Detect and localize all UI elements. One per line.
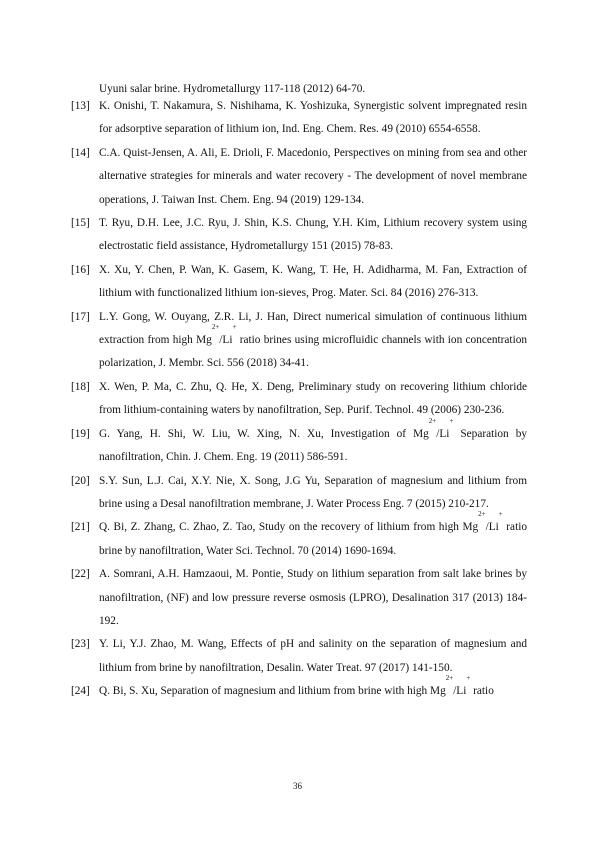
reference-number: [17] (71, 310, 90, 323)
reference-number: [20] (71, 474, 90, 487)
reference-list (71, 95, 527, 704)
reference-text-segment: ratio brine by nanofiltration, Water Sci. Technol. 70 (2014) 1690-1694. (99, 521, 527, 557)
reference-number: [21] (71, 521, 90, 534)
superscript: + (449, 416, 454, 425)
reference-item (71, 376, 527, 423)
reference-text (99, 633, 527, 683)
reference-text-segment: /Li (219, 334, 233, 347)
superscript: + (498, 510, 503, 519)
reference-text (99, 563, 527, 633)
superscript: 2+ (445, 674, 454, 683)
reference-number: [14] (71, 146, 90, 159)
superscript: 2+ (428, 416, 437, 425)
reference-item (71, 633, 527, 683)
reference-text-segment: /Li (453, 685, 467, 698)
page-number: 36 (293, 781, 302, 791)
reference-text (99, 259, 527, 306)
reference-item (71, 510, 527, 563)
reference-item (71, 470, 527, 517)
reference-text-segment: T. Ryu, D.H. Lee, J.C. Ryu, J. Shin, K.S. Chung, Y.H. Kim, Lithium recovery system using electrostatic field assistance, Hydrometallurgy 151 (2015) 78-83. (99, 217, 527, 253)
reference-text-segment: /Li (485, 521, 499, 534)
reference-text-segment: L.Y. Gong, W. Ouyang, Z.R. Li, J. Han, Direct numerical simulation of continuous lithium extraction from high Mg (99, 310, 527, 347)
reference-text-segment: X. Wen, P. Ma, C. Zhu, Q. He, X. Deng, Preliminary study on recovering lithium chloride from lithium-containing waters by nanofiltration, Sep. Purif. Technol. 49 (2006) 230-236. (99, 380, 527, 417)
reference-number: [16] (71, 263, 90, 276)
reference-text-segment: ratio (470, 685, 494, 698)
reference-number: [24] (71, 685, 90, 698)
reference-text (99, 674, 527, 703)
reference-text-segment: K. Onishi, T. Nakamura, S. Nishihama, K. Yoshizuka, Synergistic solvent impregnated resin for adsorptive separation of lithium ion, Ind. Eng. Chem. Res. 49 (2010) 6554-6558. (99, 100, 527, 136)
reference-text-segment: Q. Bi, S. Xu, Separation of magnesium and lithium from brine with high Mg (99, 685, 446, 698)
reference-number: [13] (71, 100, 90, 112)
reference-text (99, 95, 527, 142)
reference-text-segment: Separation by nanofiltration, Chin. J. Chem. Eng. 19 (2011) 586-591. (99, 427, 527, 464)
superscript: 2+ (211, 323, 220, 332)
reference-text (99, 376, 527, 423)
reference-item (71, 674, 527, 703)
reference-text (99, 470, 527, 517)
reference-continuation: Uyuni salar brine. Hydrometallurgy 117-118 (2012) 64-70. (99, 83, 366, 95)
superscript: + (232, 323, 237, 332)
reference-item (71, 95, 527, 142)
reference-text-segment: Q. Bi, Z. Zhang, C. Zhao, Z. Tao, Study on the recovery of lithium from high Mg (99, 521, 479, 534)
reference-text-segment: S.Y. Sun, L.J. Cai, X.Y. Nie, X. Song, J.G Yu, Separation of magnesium and lithium from brine using a Desal nanofiltration membrane, J. Water Process Eng. 7 (2015) 210-217. (99, 474, 527, 510)
reference-item (71, 416, 527, 470)
reference-item (71, 259, 527, 306)
reference-text-segment: A. Somrani, A.H. Hamzaoui, M. Pontie, Study on lithium separation from salt lake brines by nanofiltration, (NF) and low pressure reverse osmosis (LPRO), Desalination 317 (2013) 184-192. (99, 568, 527, 627)
superscript: + (466, 674, 471, 683)
reference-text (99, 142, 527, 212)
reference-item (71, 563, 527, 633)
reference-item (71, 212, 527, 259)
superscript: 2+ (478, 510, 486, 519)
reference-number: [22] (71, 568, 90, 581)
reference-number: [23] (71, 638, 90, 651)
reference-text-segment: X. Xu, Y. Chen, P. Wan, K. Gasem, K. Wang, T. He, H. Adidharma, M. Fan, Extraction of lithium with functionalized lithium ion-sieves, Prog. Mater. Sci. 84 (2016) 276-313. (99, 263, 527, 300)
reference-number: [19] (71, 427, 90, 440)
reference-text-segment: /Li (436, 427, 450, 440)
reference-text-segment: G. Yang, H. Shi, W. Liu, W. Xing, N. Xu, Investigation of Mg (99, 427, 429, 440)
reference-text-segment: C.A. Quist-Jensen, A. Ali, E. Drioli, F. Macedonio, Perspectives on mining from sea and other alternative strategies for minerals and water recovery - The development of novel membrane operations, J. Taiwan Inst. Chem. Eng. 94 (2019) 129-134. (99, 146, 527, 206)
reference-number: [18] (71, 380, 90, 393)
reference-number: [15] (71, 217, 90, 230)
reference-item (71, 142, 527, 212)
reference-text-segment: ratio brines using microfluidic channels with ion concentration polarization, J. Membr. Sci. 556 (2018) 34-41. (99, 334, 528, 370)
reference-text (99, 416, 527, 470)
reference-item (71, 306, 527, 376)
reference-text (99, 212, 527, 259)
reference-text (99, 306, 527, 376)
reference-text-segment: Y. Li, Y.J. Zhao, M. Wang, Effects of pH and salinity on the separation of magnesium and lithium from brine by nanofiltration, Desalin. Water Treat. 97 (2017) 141-150. (99, 638, 527, 674)
reference-text (99, 510, 527, 563)
